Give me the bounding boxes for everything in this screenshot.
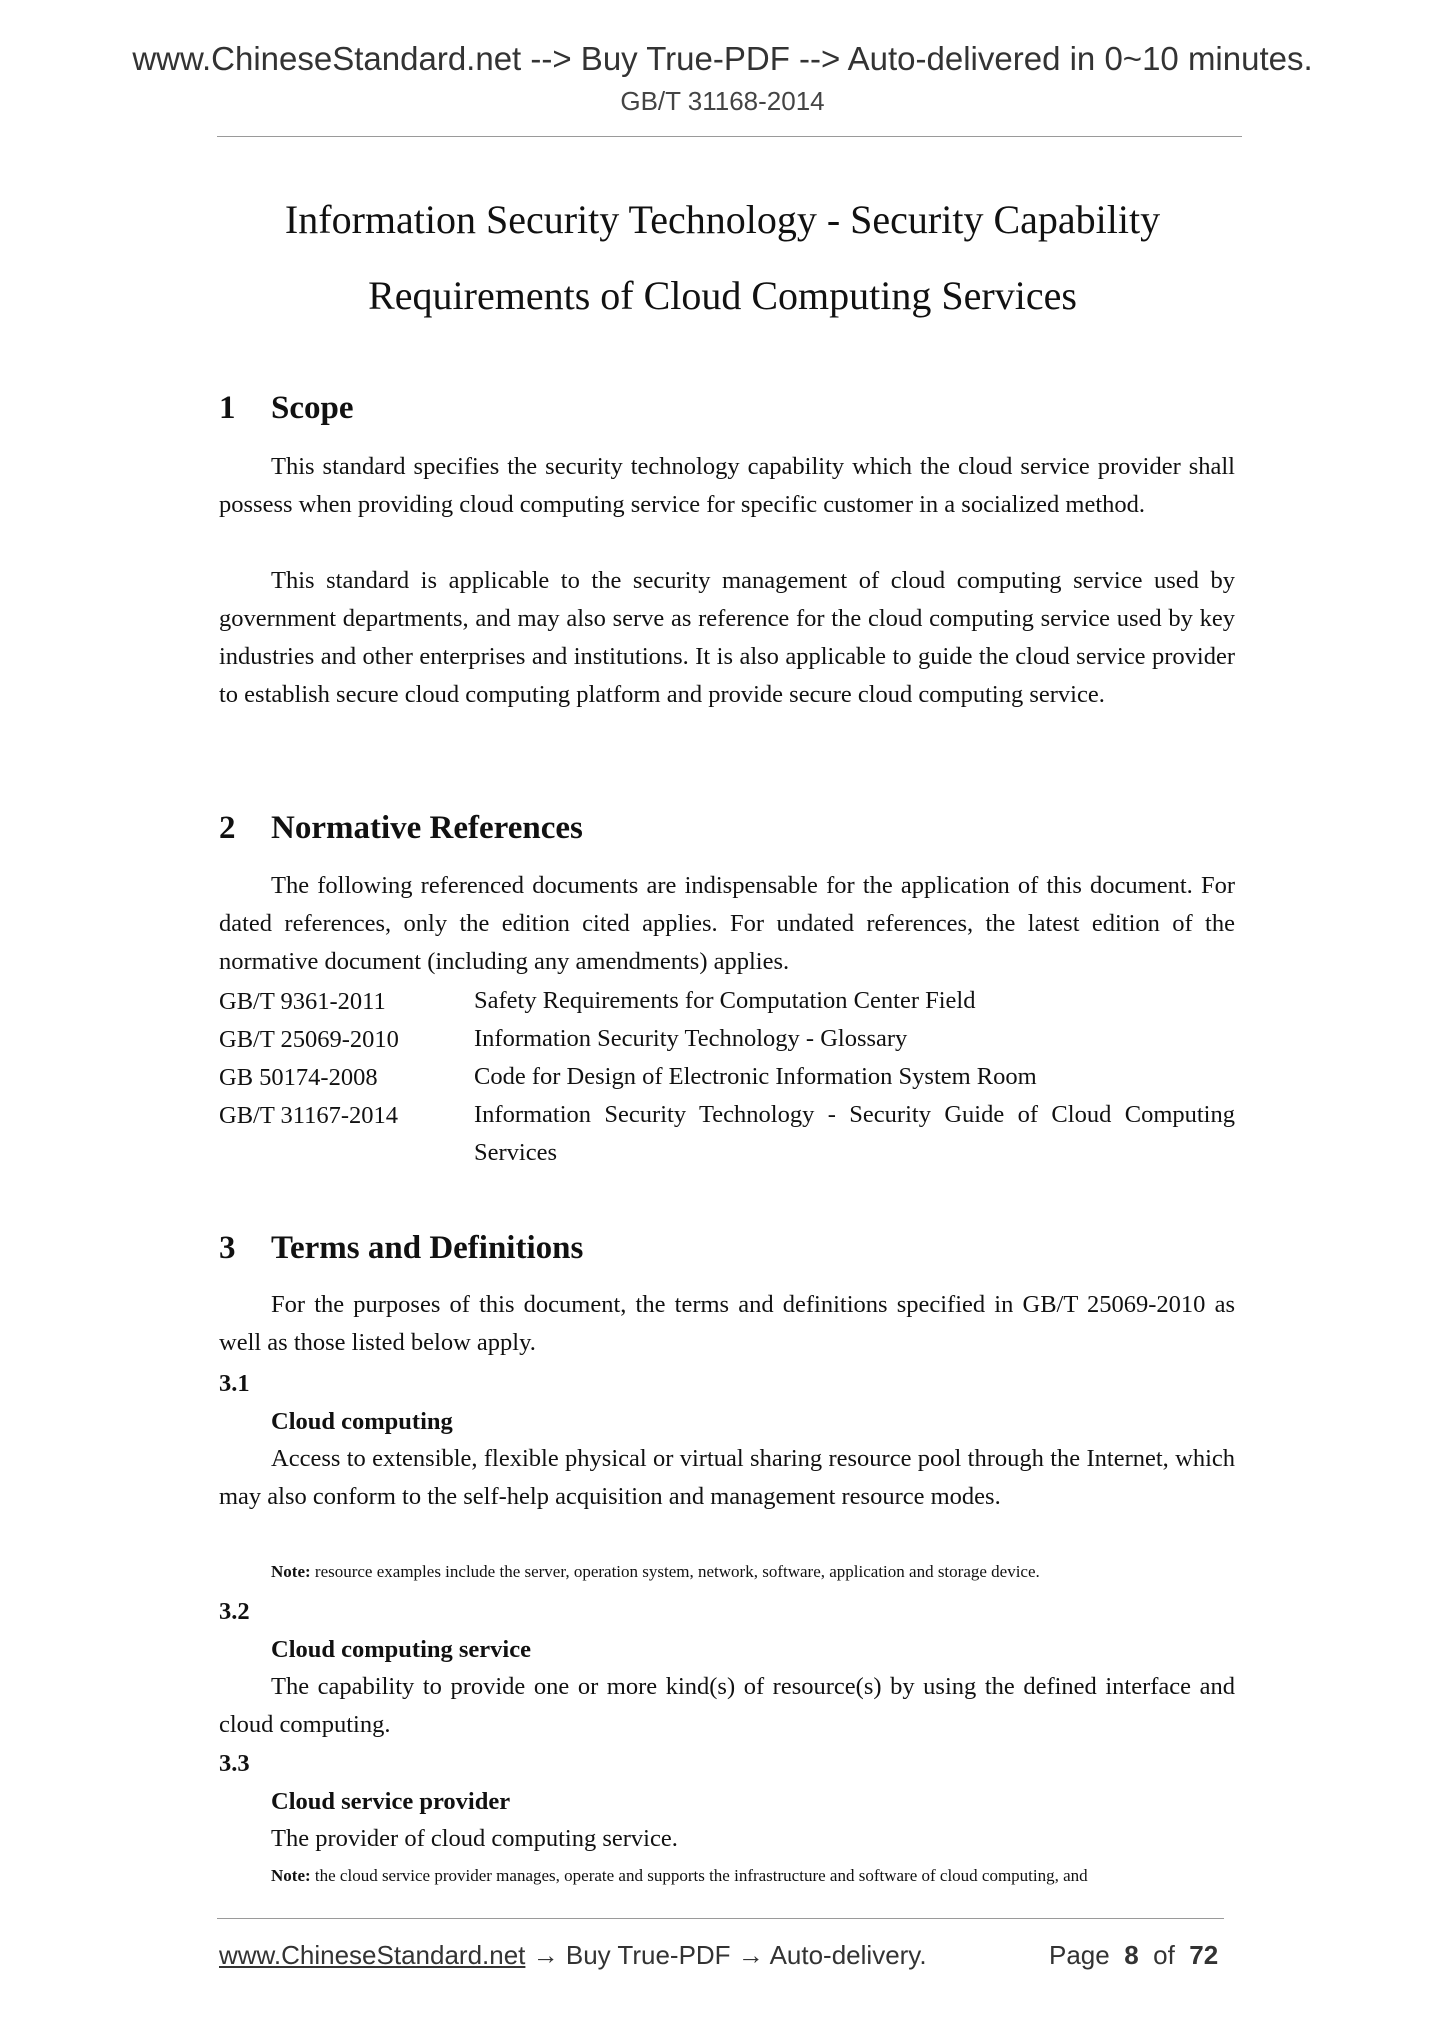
note-label: Note: (271, 1562, 311, 1581)
term-definition: Access to extensible, flexible physical or virtual sharing resource pool through the Internet, which may also conform to the self-help acquisition and management resource modes. (219, 1445, 1235, 1510)
of-word: of (1153, 1940, 1175, 1970)
reference-code: GB 50174-2008 (219, 1064, 378, 1091)
term-number: 3.2 (219, 1598, 250, 1625)
term-name: Cloud computing service (271, 1636, 531, 1663)
term-number: 3.3 (219, 1750, 250, 1777)
reference-title: Safety Requirements for Computation Center Field (474, 987, 976, 1014)
header-divider (217, 136, 1242, 137)
reference-code: GB/T 31167-2014 (219, 1102, 398, 1129)
reference-code: GB/T 9361-2011 (219, 988, 386, 1015)
reference-title: Code for Design of Electronic Information System Room (474, 1063, 1037, 1090)
current-page: 8 (1124, 1940, 1139, 1970)
total-pages: 72 (1189, 1940, 1219, 1970)
footer-tagline: → Buy True-PDF → Auto-delivery. (525, 1940, 927, 1970)
footer-divider (217, 1918, 1224, 1919)
section-1-number: 1 (219, 390, 236, 426)
term-name: Cloud computing (271, 1408, 453, 1435)
document-title-line-1: Information Security Technology - Security Capability (284, 197, 1161, 242)
section-3-number: 3 (219, 1230, 236, 1266)
section-2-number: 2 (219, 810, 236, 846)
section-1-heading (219, 390, 354, 427)
reference-code: GB/T 25069-2010 (219, 1026, 399, 1053)
term-note (271, 1866, 1235, 1886)
section-3-paragraph-1: For the purposes of this document, the terms and definitions specified in GB/T 25069-2010 as well as those listed below apply. (219, 1291, 1235, 1356)
section-2-title: Normative References (271, 810, 583, 846)
header-banner: www.ChineseStandard.net --> Buy True-PDF --> Auto-delivered in 0~10 minutes. (132, 40, 1313, 77)
term-name: Cloud service provider (271, 1788, 511, 1815)
section-2-heading (219, 810, 583, 847)
section-3-title: Terms and Definitions (271, 1230, 584, 1266)
section-1-paragraph-1: This standard specifies the security technology capability which the cloud service provider shall possess when providing cloud computing service for specific customer in a socialized method. (219, 453, 1235, 518)
term-note (271, 1562, 1235, 1582)
reference-title: Information Security Technology - Security Guide of Cloud Computing Services (474, 1101, 1235, 1166)
reference-title: Information Security Technology - Glossary (474, 1025, 908, 1052)
page-word: Page (1049, 1940, 1110, 1970)
term-definition: The capability to provide one or more kind(s) of resource(s) by using the defined interface and cloud computing. (219, 1673, 1235, 1738)
footer-left (219, 1940, 927, 1971)
page-indicator (1049, 1940, 1218, 1971)
note-text: the cloud service provider manages, operate and supports the infrastructure and software of cloud computing, and (314, 1866, 1088, 1885)
section-1-title: Scope (271, 390, 354, 426)
document-title-line-2: Requirements of Cloud Computing Services (368, 273, 1077, 318)
standard-code: GB/T 31168-2014 (620, 86, 825, 116)
note-label: Note: (271, 1866, 311, 1885)
footer-site-link[interactable]: www.ChineseStandard.net (219, 1940, 526, 1970)
term-number: 3.1 (219, 1370, 250, 1397)
note-text: resource examples include the server, operation system, network, software, application and storage device. (314, 1562, 1040, 1581)
term-definition: The provider of cloud computing service. (271, 1825, 678, 1852)
section-1-paragraph-2: This standard is applicable to the security management of cloud computing service used by government departments, and may also serve as reference for the cloud computing service used by key industries and other enterprises and institutions. It is also applicable to guide the cloud service provider to establish secure cloud computing platform and provide secure cloud computing service. (219, 567, 1235, 708)
section-2-paragraph-1: The following referenced documents are indispensable for the application of this document. For dated references, only the edition cited applies. For undated references, the latest edition of the normative document (including any amendments) applies. (219, 872, 1235, 975)
section-3-heading (219, 1230, 583, 1267)
